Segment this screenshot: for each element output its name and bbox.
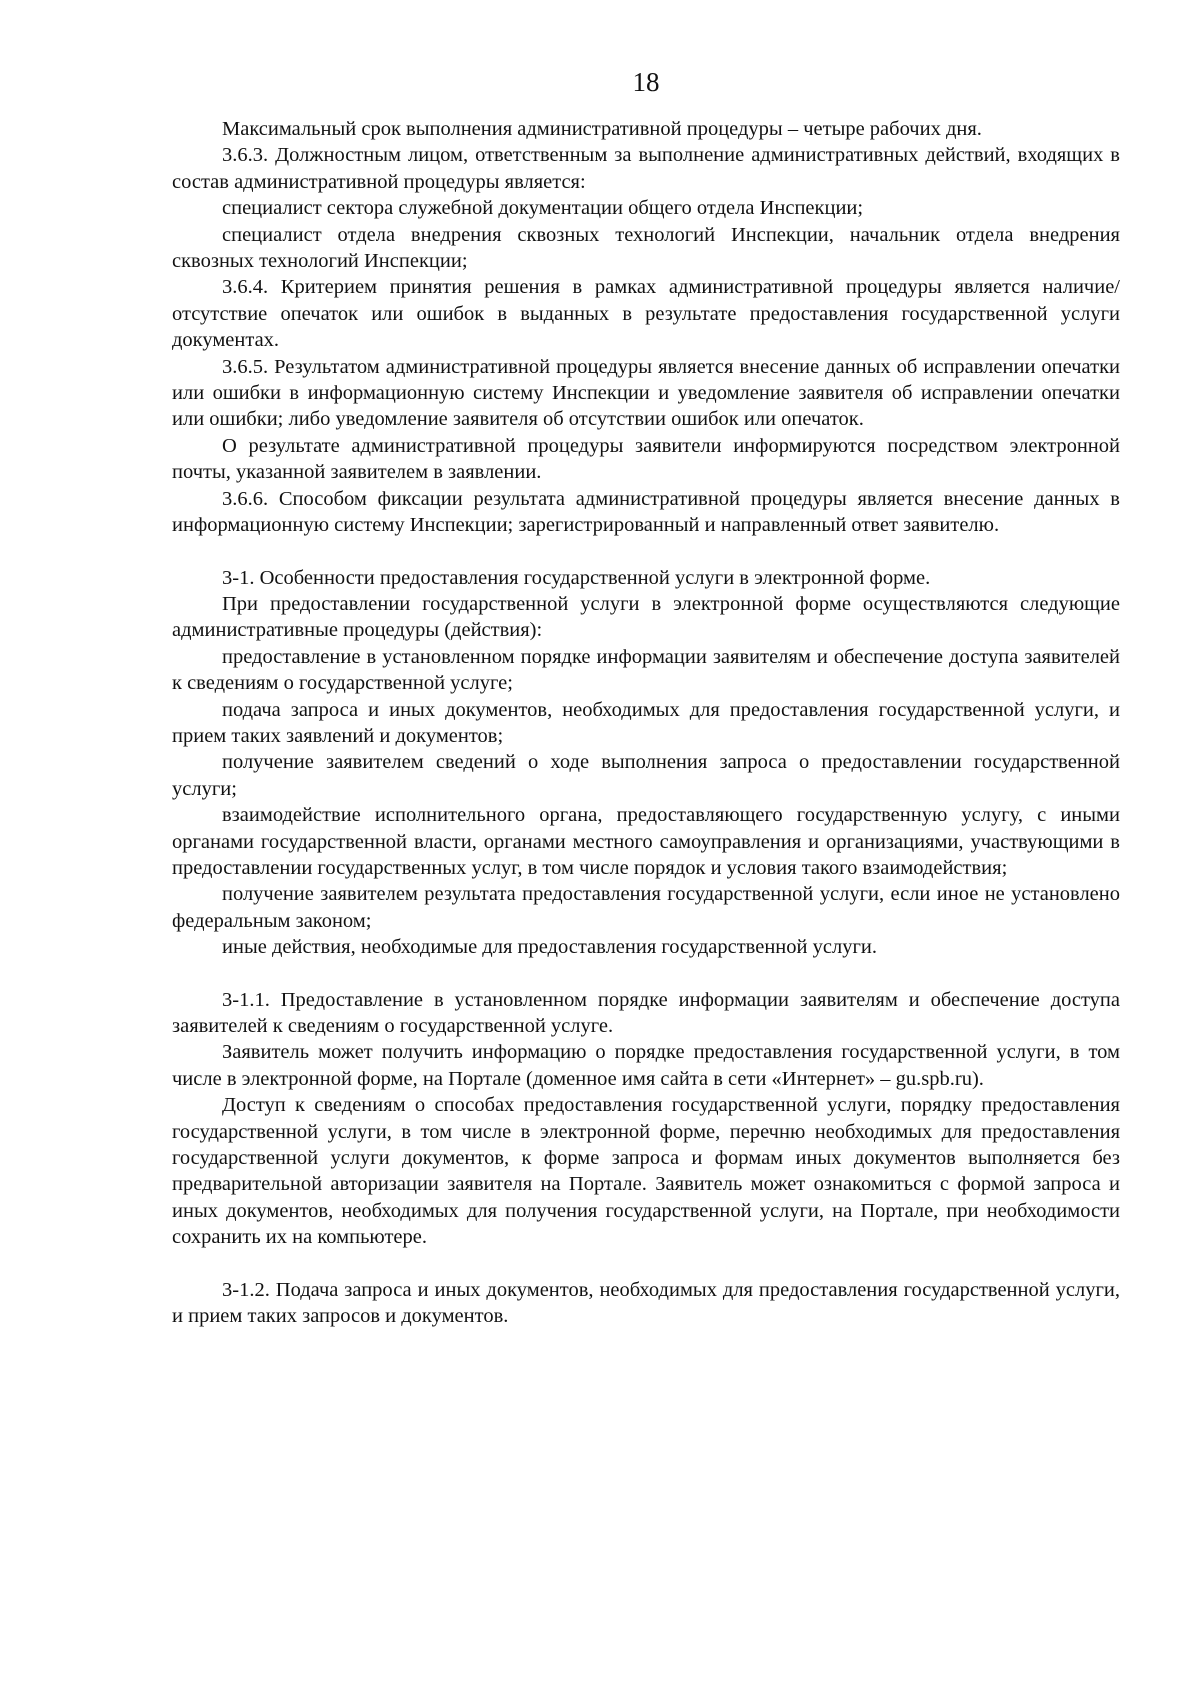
list-item-status: получение заявителем сведений о ходе выполнения запроса о предоставлении государственной услуги; (172, 751, 1120, 800)
section-gap (172, 539, 1120, 565)
section-gap (172, 1251, 1120, 1277)
section-heading-3-1-2: 3-1.2. Подача запроса и иных документов, необходимых для предоставления государственной услуги, и прием таких запросов и документов. (172, 1278, 1120, 1328)
list-item-info: предоставление в установленном порядке информации заявителям и обеспечение доступа заявителей к сведениям о государственной услуге; (172, 645, 1120, 695)
paragraph-3-6-4: 3.6.4. Критерием принятия решения в рамках административной процедуры является наличие/отсутствие опечаток или ошибок в выданных в результате предоставления государственной услуги документах. (172, 276, 1120, 352)
list-item-request: подача запроса и иных документов, необходимых для предоставления государственной услуги, и прием таких заявлений и документов; (172, 698, 1120, 747)
paragraph-3-6-3: 3.6.3. Должностным лицом, ответственным за выполнение административных действий, входящих в состав административной процедуры является: (172, 144, 1120, 193)
paragraph-responsible-1: специалист сектора служебной документации общего отдела Инспекции; (222, 197, 864, 220)
list-item-interaction: взаимодействие исполнительного органа, предоставляющего государственную услугу, с иными органами государственной власти, органами местного самоуправления и организациями, участвующими в предоставлении государственных услуг, в том числе порядок и условия такого взаимодействия; (172, 804, 1120, 879)
paragraph-portal-info: Заявитель может получить информацию о порядке предоставления государственной услуги, в том числе в электронной форме, на Портале (доменное имя сайта в сети «Интернет» – gu.spb.ru). (172, 1041, 1120, 1090)
paragraph-access: Доступ к сведениям о способах предоставления государственной услуги, порядку предоставления государственной услуги, в том числе в электронной форме, перечню необходимых для предоставления государственной услуги документов, к форме запроса и формам иных документов выполняется без предварительной авторизации заявителя на Портале. Заявитель может ознакомиться с формой запроса и иных документов, необходимых для получения государственной услуги, на Портале, при необходимости сохранить их на компьютере. (172, 1094, 1120, 1249)
paragraph-result-notification: О результате административной процедуры заявители информируются посредством электронной почты, указанной заявителем в заявлении. (172, 434, 1120, 484)
paragraph-3-6-5: 3.6.5. Результатом административной процедуры является внесение данных об исправлении опечатки или ошибки в информационную систему Инспекции и уведомление заявителя об исправлении опечатки или ошибки; либо уведомление заявителя об отсутствии ошибок или опечаток. (172, 355, 1120, 431)
paragraph-responsible-2: специалист отдела внедрения сквозных технологий Инспекции, начальник отдела внедрения сквозных технологий Инспекции; (172, 223, 1120, 273)
page-number: 18 (632, 67, 660, 97)
paragraph-procedures-intro: При предоставлении государственной услуги в электронной форме осуществляются следующие административные процедуры (действия): (172, 592, 1120, 642)
paragraph-max-term: Максимальный срок выполнения административной процедуры – четыре рабочих дня. (222, 118, 982, 140)
section-heading-3-1: 3-1. Особенности предоставления государственной услуги в электронной форме. (222, 566, 931, 589)
section-gap (172, 961, 1120, 987)
list-item-result: получение заявителем результата предоставления государственной услуги, если иное не установлено федеральным законом; (172, 883, 1120, 932)
section-heading-3-1-1: 3-1.1. Предоставление в установленном порядке информации заявителям и обеспечение доступа заявителей к сведениям о государственной услуге. (172, 988, 1120, 1037)
list-item-other: иные действия, необходимые для предоставления государственной услуги. (222, 936, 877, 959)
paragraph-3-6-6: 3.6.6. Способом фиксации результата административной процедуры является внесение данных в информационную систему Инспекции; зарегистрированный и направленный ответ заявителю. (172, 487, 1120, 537)
document-page (172, 66, 1120, 1666)
